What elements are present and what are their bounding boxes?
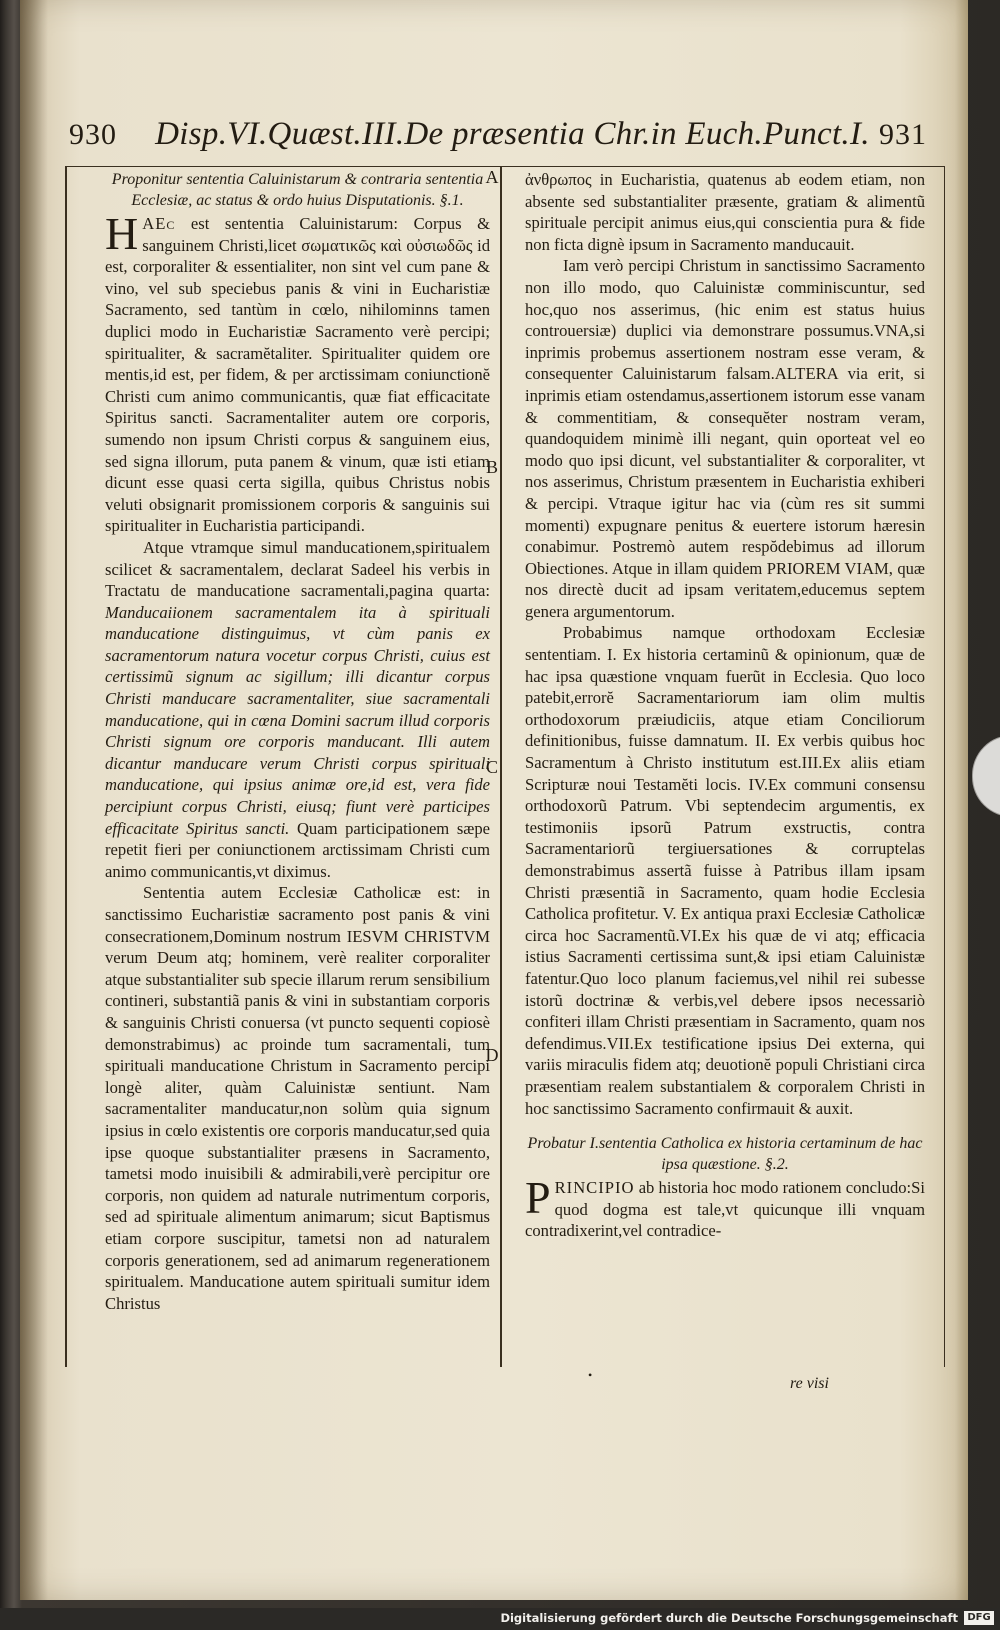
lead-word: AEc [142, 214, 176, 233]
footer-bar [0, 1608, 1000, 1630]
running-title: Disp.VI.Quæst.III.De præsentia Chr.in Euch.Punct.I. [155, 116, 870, 152]
book-page [20, 0, 968, 1600]
lead-word: RINCIPIO [554, 1178, 635, 1198]
drop-cap: H [105, 208, 139, 259]
margin-marker-b: B [485, 457, 498, 477]
drop-cap: P [525, 1172, 551, 1224]
quotation: Manducaiionem sacramentalem ita à spirituali manducatione distinguimus, vt cùm panis ex sacramentorum natura vocetur corpus Christi, cuius est certissimũ signum ac sigillum; illi dicantur corpus Christi manducare sacramentaliter, siue sacramentali manducatione, qui in cœna Domini sacrum illud corporis Christi signum ore corporis manducant. Illi autem dicantur manducare verum Christi corpus spirituali manducatione, qui ipsius animæ ore,id est, vera fide percipiunt corpus Christi, eiusq; fiunt verè participes efficacitate Spiritus sancti. [105, 602, 490, 838]
paragraph: ἀνθρωπος in Eucharistia, quatenus ab eodem etiam, non absente sed substantialiter præsente, gratiam & alimentũ spirituale percipit animus eius,qui conscientia pura & fide non ficta dignè ipsum in Sacramento manducauit. [525, 170, 925, 254]
page-gutter [20, 0, 48, 1600]
dfg-logo: DFG [964, 1611, 994, 1625]
margin-marker-d: D [485, 1045, 499, 1065]
right-rule [944, 167, 946, 1367]
margin-marker-a: A [485, 167, 499, 187]
text-frame [65, 166, 945, 1367]
paragraph: Sententia autem Ecclesiæ Catholicæ est: in sanctissimo Eucharistiæ sacramento post panis & vini consecrationem,Dominum nostrum IESVM CHRISTVM verum Deum atq; hominem, verè realiter corporaliter atque substantialiter sub specie illarum rerum sensibilium contineri, substantiã panis & vini in substantiam corporis & sanguinis Christi conuersa (vt puncto sequenti copiosè demonstrabimus) ac proinde tum sacramentali, tum spirituali manducatione Christum in Sacramento percipi longè aliter, quàm Caluinistæ sentiunt. Nam sacramentaliter manducatur,non solùm quia signum ipsius in cœlo existentis ore corporis manducatur,sed quia ipse quoque substantialiter præsens in Sacramento, tametsi modo inuisibili & admirabili,verè percipitur ore corporis, non quidem ad naturale nutrimentum corporis, sed ad spirituale alimentum animarum; sicut Baptismus etiam corpore suscipitur, tametsi non ad naturalem corporis generationem, sed ad animarum regenerationem spiritualem. Manducatione autem spirituali sumitur idem Christus [105, 883, 490, 1313]
left-column [105, 169, 490, 1314]
section-heading-2: Probatur I.sententia Catholica ex historia certaminum de hac ipsa quæstione. §.2. [527, 1135, 923, 1174]
margin-marker-c: C [485, 757, 498, 777]
section-heading-1: Proponitur sententia Caluinistarum & contraria sententia Ecclesiæ, ac status & ordo huius Disputationis. §.1. [111, 171, 484, 209]
funding-credit: Digitalisierung gefördert durch die Deutsche Forschungsgemeinschaft [500, 1611, 958, 1625]
right-column [525, 169, 925, 1242]
paragraph-text: Atque vtramque simul manducationem,spiritualem scilicet & sacramentalem, declarat Sadeel his verbis in Tractatu de manducatione sacramentali,pagina quarta: [105, 537, 490, 601]
paragraph-text: ab historia hoc modo rationem concludo:Si quod dogma est tale,vt quicunque illi vnquam contradixerint,vel contradice- [525, 1178, 925, 1241]
paragraph [105, 208, 490, 537]
paragraph [105, 537, 490, 883]
paragraph-text: est sententia Caluinistarum: Corpus & sanguinem Christi,licet σωματικῶς καὶ οὐσιωδῶς id est, corporaliter & essentialiter, non sint vel cum pane & vino, vel sub speciebus panis & vini in Eucharistiæ Sacramento, sed tantùm in cœlo, nihilominns tamen duplici modo in Eucharistiæ Sacramento verè percipi; spiritualiter, & sacramĕtaliter. Spiritualiter quidem ore mentis,id est, per fidem, & per arctissimam coniunctionĕ Christi cum animo communicantis, quæ fiat efficacitate Spiritus sancti. Sacramentaliter autem ore corporis, sumendo non ipsum Christi corpus & sanguinem eius, sed signa illorum, puta panem & vinum, quæ isti etiam dicunt esse quasi certa sigilla, quibus Christus nobis veluti obsignarit promissionem corporis & sanguinis sui spiritualiter in Eucharistia participandi. [105, 214, 490, 536]
page-number-left: 930 [69, 118, 117, 151]
left-rule [65, 167, 67, 1367]
ornament-dot: • [588, 1368, 593, 1382]
page-header [65, 118, 945, 168]
paragraph: Probabimus namque orthodoxam Ecclesiæ sententiam. I. Ex historia certaminũ & opinionum, quæ de hac ipsa quæstione vnquam fuerũt in Ecclesia. Quo loco patebit,errorĕ Sacramentariorum iam olim multis orthodoxorum præiudiciis, atque etiam Conciliorum definitionibus, fuisse damnatum. II. Ex verbis quibus hoc Sacramentum à Christo institutum est.III.Ex aliis etiam Scripturæ noui Testamĕti locis. IV.Ex communi consensu orthodoxorũ Patrum. Vbi septendecim argumentis, ex testimoniis ipsorũ Patrum exstructis, contra Sacramentariorũ tergiuersationes & corruptelas demonstrabimus assertã fuisse à Patribus illam ipsam Christi præsentiã in Sacramento, quam hodie Ecclesia Catholica profitetur. V. Ex antiqua praxi Ecclesiæ Catholicæ circa hoc Sacramentũ.VI.Ex his quæ de vi atq; efficacia istius Sacramenti certissima sunt,& ipsi etiam Caluinistæ fatentur.Quo loco planum faciemus,vel nihil rei subesse istorũ doctrinæ & verbis,vel debere ipsos necessariò confiteri illam Christi præsentiam in Sacramento, quam nos defendimus.VII.Ex testificatione ipsius Dei externa, qui variis miraculis fidem atq; deuotionĕ populi Christiani circa præsentiam realem substantialem & corporalem Christi in hoc sanctissimo Sacramento confirmauit & auxit. [525, 623, 925, 1118]
paragraph: Iam verò percipi Christum in sanctissimo Sacramento non illo modo, quo Caluinistæ comminiscuntur, sed hoc,quo nos asserimus, (hic enim est status huius controuersiæ) duplici via demonstrare possumus.VNA,si inprimis probemus assertionem nostram esse veram, & consequenter Caluinistarum falsam.ALTERA via erit, si inprimis etiam ostendamus,assertionem istorum esse vanam & commentitiam, & consequĕter nostram veram, quandoquidem minimè illi negant, quin oporteat vel eo modo quo ipsi dicunt, vel substantialiter & corporaliter, vt nos asserimus, Christum præsentem in Eucharistia exhiberi & percipi. Vtraque igitur hac via (cùm res sit summi momenti) expugnare penitus & euertere istorum hæresin conabimur. Postremò autem respŏdebimus ad illorum Obiectiones. Atque in illam quidem PRIOREM VIAM, quæ nos directè ducit ad ipsam veritatem,educemus septem genera argumentorum. [525, 256, 925, 621]
page-number-right: 931 [879, 118, 927, 151]
catchword: re visi [790, 1375, 829, 1392]
paragraph [525, 1172, 925, 1242]
paragraph-text: Quam participationem sæpe repetit fieri per coniunctionem arctissimam Christi cum animo communicantis,vt diximus. [105, 818, 491, 881]
